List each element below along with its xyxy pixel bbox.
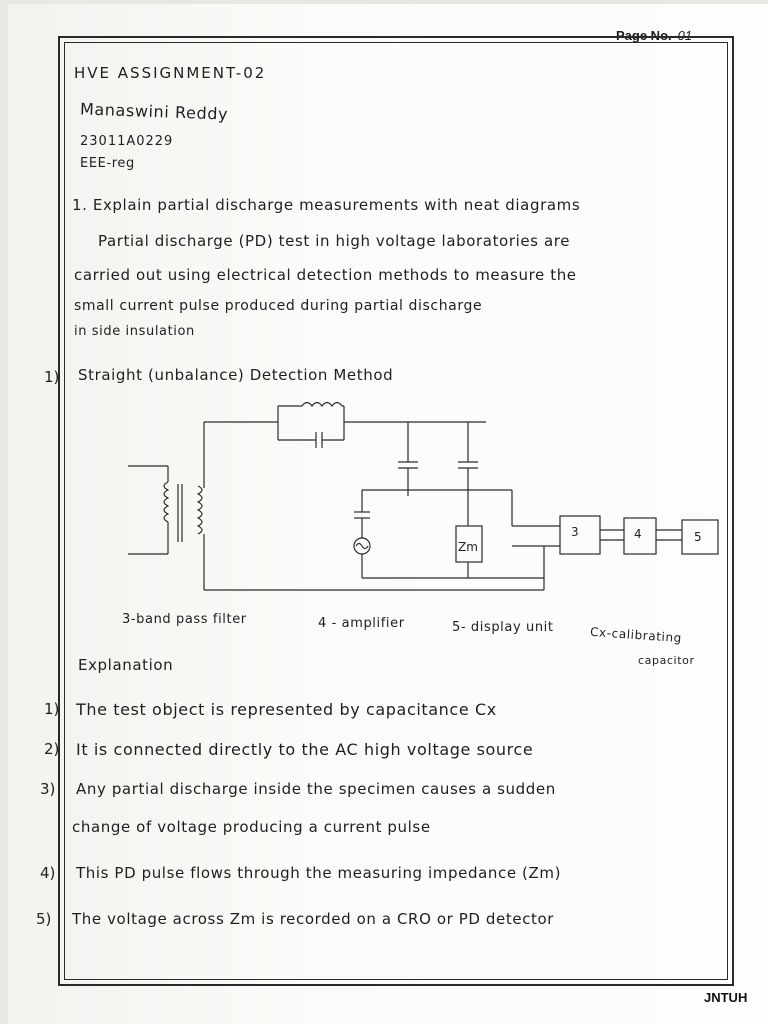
- point-number: 3): [40, 780, 56, 798]
- department: EEE-reg: [80, 156, 135, 171]
- svg-text:4: 4: [634, 527, 642, 541]
- point-number: 5): [36, 910, 52, 928]
- legend-amplifier: 4 - amplifier: [318, 616, 405, 631]
- explanation-point: The test object is represented by capacitance Cx: [76, 700, 497, 719]
- explanation-point: It is connected directly to the AC high voltage source: [76, 740, 534, 759]
- display-unit-block: [682, 520, 718, 554]
- zm-label: Zm: [458, 540, 478, 554]
- notebook-brand: JNTUH: [704, 990, 748, 1005]
- legend-band-pass-filter: 3-band pass filter: [122, 612, 247, 627]
- svg-text:5: 5: [694, 530, 702, 544]
- explanation-title: Explanation: [78, 656, 174, 674]
- intro-line: carried out using electrical detection methods to measure the: [74, 266, 577, 284]
- student-name: Manaswini Reddy: [79, 99, 229, 124]
- assignment-title: HVE ASSIGNMENT-02: [74, 64, 267, 82]
- explanation-point: This PD pulse flows through the measuring impedance (Zm): [76, 864, 562, 882]
- section-title: Straight (unbalance) Detection Method: [78, 366, 394, 384]
- coupling-capacitor: [458, 422, 478, 526]
- intro-line: in side insulation: [74, 324, 195, 339]
- band-pass-filter-block: [560, 516, 600, 554]
- point-number: 1): [44, 700, 60, 718]
- amplifier-block: [624, 518, 656, 554]
- legend-capacitor-word: capacitor: [638, 654, 695, 667]
- point-number: 2): [44, 740, 60, 758]
- explanation-point: change of voltage producing a current pulse: [72, 818, 431, 836]
- test-object-capacitor: [398, 422, 418, 496]
- intro-line: Partial discharge (PD) test in high voltage laboratories are: [98, 232, 571, 250]
- legend-calibrating-capacitor: Cx-calibrating: [589, 624, 683, 646]
- transformer-symbol: [128, 466, 202, 554]
- question: 1. Explain partial discharge measurements with neat diagrams: [72, 196, 581, 214]
- page-number-value: 01: [677, 28, 693, 43]
- ac-source-symbol: [354, 538, 370, 578]
- page-number-label: Page No.: [616, 28, 672, 43]
- calibration-capacitor: [354, 512, 370, 538]
- section-number: 1): [44, 368, 60, 386]
- explanation-point: Any partial discharge inside the specimen causes a sudden: [76, 780, 556, 798]
- roll-number: 23011A0229: [80, 134, 174, 149]
- intro-line: small current pulse produced during partial discharge: [74, 298, 483, 314]
- point-number: 4): [40, 864, 56, 882]
- svg-text:3: 3: [571, 525, 579, 539]
- measuring-impedance: [456, 526, 482, 578]
- explanation-point: The voltage across Zm is recorded on a CRO or PD detector: [72, 910, 555, 928]
- inductor-capacitor-group: [278, 403, 344, 449]
- legend-display-unit: 5- display unit: [452, 620, 554, 635]
